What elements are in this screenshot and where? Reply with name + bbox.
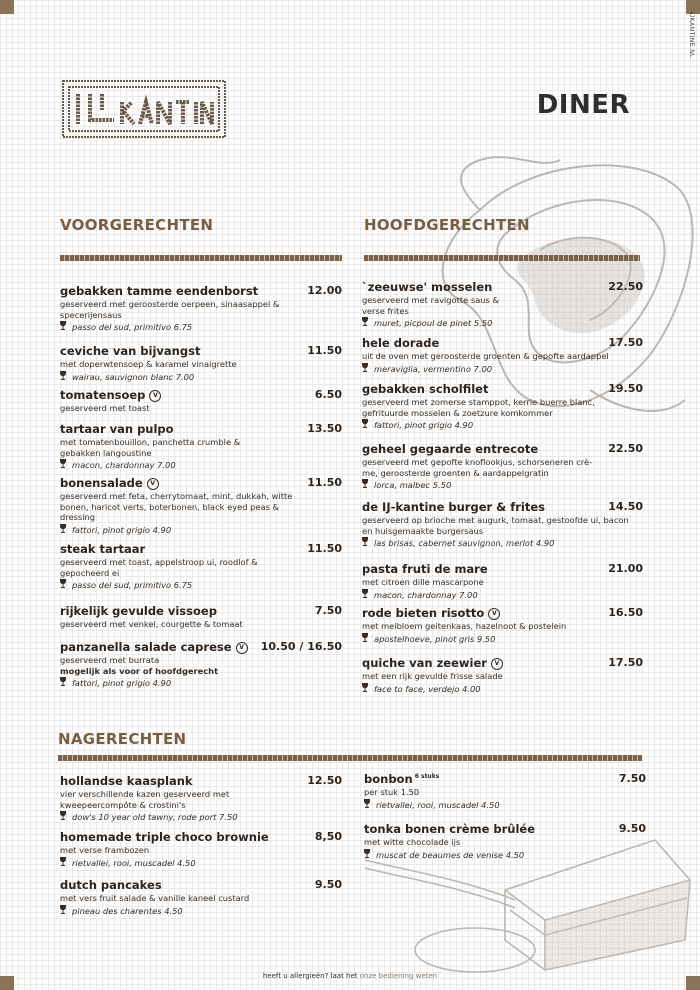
dish-description: met citroen dille mascarpone: [362, 577, 484, 587]
wine-pairing: [60, 579, 342, 590]
dish-name-text: steak tartaar: [60, 542, 146, 556]
wine-pairing-text: face to face, verdejo 4.00: [374, 683, 481, 694]
wine-pairing: [362, 479, 643, 490]
wine-glass-icon: [60, 677, 68, 688]
menu-item: [60, 388, 342, 414]
wine-pairing-text: fattori, pinot grigio 4.90: [72, 678, 172, 688]
dish-name: [60, 422, 342, 436]
wine-pairing: [364, 849, 646, 860]
menu-item: [362, 382, 643, 430]
wine-glass-icon: [362, 479, 370, 490]
wine-pairing: [60, 321, 342, 332]
wine-pairing-text: pineau des charentes 4.50: [72, 905, 183, 916]
dish-name: [362, 336, 643, 350]
menu-item: [60, 640, 342, 688]
wine-pairing-text: rietvallei, rooi, muscadel 4.50: [72, 857, 196, 868]
wine-glass-icon: [362, 363, 370, 374]
dish-description: met meibloem geitenkaas, hazelnoot & postelein: [362, 621, 567, 631]
dish-name-text: panzanella salade caprese: [60, 640, 232, 654]
wine-pairing: [60, 524, 342, 535]
dish-price: 9.50: [618, 822, 646, 835]
wine-pairing-text: las brisas, cabernet sauvignon, merlot 4.90: [374, 538, 555, 548]
wine-glass-icon: [60, 905, 68, 916]
corner-mark-top-left: [0, 0, 14, 14]
dish-name: [362, 442, 643, 456]
wine-pairing: [60, 857, 342, 868]
wine-pairing-text: wairau, sauvignon blanc 7.00: [72, 371, 195, 382]
menu-item: [60, 830, 342, 868]
dish-description: met tomatenbouillon, panchetta crumble &: [60, 437, 241, 447]
allergy-footer: [0, 972, 700, 980]
vegan-v-icon: V: [488, 608, 500, 620]
wine-glass-icon: [60, 371, 68, 382]
wine-pairing: [362, 589, 643, 600]
wine-glass-icon: [362, 589, 370, 600]
dish-name: [60, 476, 342, 490]
page-title: DINER: [536, 90, 630, 120]
wine-pairing: [362, 537, 643, 548]
menu-item: [60, 542, 342, 590]
menu-item: [362, 336, 643, 374]
dish-description: geserveerd met zomerse stamppot, kerrie buerre blanc,: [362, 397, 595, 407]
dish-price: 16.50: [608, 606, 643, 619]
wine-pairing: [60, 677, 342, 688]
dish-price: 12.50: [307, 774, 342, 787]
dish-description: geserveerd met geroosterde oerpeen, sinaasappel &: [60, 299, 280, 309]
wine-glass-icon: [60, 857, 68, 868]
footer-bold-text: heeft u allergieën? laat het: [262, 972, 358, 980]
dish-price: 6.50: [314, 388, 342, 401]
dish-description: met vers fruit salade & vanille kaneel custard: [60, 893, 250, 903]
dish-description: bonen, haricot verts, boterbonen, black eyed peas &: [60, 501, 280, 512]
dish-name-text: geheel gegaarde entrecote: [362, 442, 539, 456]
menu-item: [60, 774, 342, 822]
dish-name-text: de IJ-kantine burger & frites: [362, 500, 545, 514]
dish-name: [60, 774, 342, 788]
dish-description: met witte chocolade ijs: [364, 837, 461, 847]
dish-price: 21.00: [608, 562, 643, 575]
dish-price: 14.50: [608, 500, 643, 513]
wine-glass-icon: [60, 321, 68, 332]
dish-name: [362, 656, 643, 670]
wine-glass-icon: [362, 683, 370, 694]
wine-pairing-text: fattori, pinot grigio 4.90: [374, 420, 474, 430]
menu-item: [362, 656, 643, 694]
wine-pairing: [60, 811, 342, 822]
dish-name: [60, 344, 342, 358]
menu-item: [364, 772, 646, 810]
wine-pairing: [362, 633, 643, 644]
dish-name-text: pasta fruti de mare: [362, 562, 488, 576]
dish-description: me, geroosterde groenten & aardappelgratin: [362, 467, 549, 478]
menu-item: [60, 344, 342, 382]
wine-pairing: [60, 371, 342, 382]
dish-name-text: `zeeuwse' mosselen: [362, 280, 493, 294]
dish-name: [60, 878, 342, 892]
dish-name-text: tomatensoep: [60, 388, 146, 402]
dish-price: 8,50: [314, 830, 342, 843]
vegan-v-icon: V: [491, 658, 503, 670]
dish-description: per stuk 1.50: [364, 787, 420, 797]
dish-name-text: dutch pancakes: [60, 878, 162, 892]
dish-name: [362, 606, 643, 620]
wine-pairing-text: fattori, pinot grigio 4.90: [72, 524, 172, 535]
dish-price: 11.50: [307, 476, 342, 489]
wine-pairing-text: muscat de beaumes de venise 4.50: [376, 849, 525, 860]
dish-name-text: bonensalade: [60, 476, 143, 490]
dish-price: 13.50: [307, 422, 342, 435]
dish-description: geserveerd met gepofte knoflookjus, schorseneren crè-: [362, 457, 593, 467]
wine-pairing-text: macon, chardonnay 7.00: [72, 460, 176, 470]
menu-item: [362, 562, 643, 600]
dish-description: uit de oven met geroosterde groenten & gepofte aardappel: [362, 351, 609, 361]
wine-glass-icon: [362, 317, 370, 328]
wine-pairing: [362, 363, 643, 374]
dish-description: geserveerd met ravigotte saus &: [362, 295, 499, 305]
dish-description: gefrituurde mosselen & zoetzure komkommer: [362, 407, 553, 418]
dish-description: met een rijk gevulde frisse salade: [362, 671, 503, 681]
wine-pairing-text: rietvallei, rooi, muscadel 4.50: [376, 799, 500, 810]
menu-item: [362, 606, 643, 644]
dish-description: geserveerd met venkel, courgette & tomaat: [60, 619, 243, 629]
wine-pairing-text: passo del sud, primitivo 6.75: [72, 322, 193, 332]
section-title-voorgerechten: VOORGERECHTEN: [60, 216, 214, 234]
wine-glass-icon: [364, 799, 372, 810]
dish-name: [362, 280, 643, 294]
section-divider-bar: [364, 255, 640, 261]
wine-glass-icon: [364, 849, 372, 860]
dish-name: [362, 500, 643, 514]
dish-description: gebakken langoustine: [60, 447, 152, 458]
wine-pairing-text: apostelhoeve, pinot gris 9.50: [374, 633, 496, 644]
vegan-v-icon: V: [149, 390, 161, 402]
footer-light-text: onze bediening weten: [359, 972, 438, 980]
site-url: IJKANTINE.NL: [688, 12, 694, 59]
dish-price: 11.50: [307, 344, 342, 357]
dish-description-note: mogelijk als voor of hoofdgerecht: [60, 665, 219, 676]
dish-name: [362, 382, 643, 396]
wine-pairing: [60, 905, 342, 916]
dish-description: verse frites: [362, 305, 409, 316]
wine-pairing-text: muret, picpoul de pinet 5.50: [374, 318, 493, 328]
dish-price: 12.00: [307, 284, 342, 297]
wine-pairing-text: lorca, malbec 5.50: [374, 480, 452, 490]
dish-name-text: rijkelijk gevulde vissoep: [60, 604, 217, 618]
dish-price: 19.50: [608, 382, 643, 395]
wine-pairing-text: passo del sud, primitivo 6.75: [72, 580, 193, 590]
dish-description: specerijensaus: [60, 309, 122, 320]
dish-price: 17.50: [608, 656, 643, 669]
dish-description: en huisgemaakte burgersaus: [362, 525, 484, 536]
section-divider-bar: [58, 755, 642, 761]
menu-item: [362, 442, 643, 490]
section-title-nagerechten: NAGERECHTEN: [58, 730, 187, 748]
dish-name: [60, 284, 342, 298]
dish-name-text: homemade triple choco brownie: [60, 830, 269, 844]
section-divider-bar: [60, 255, 342, 261]
dish-name-text: bonbon: [364, 772, 413, 786]
dish-price: 7.50: [314, 604, 342, 617]
wine-glass-icon: [60, 579, 68, 590]
dish-price: 22.50: [608, 280, 643, 293]
wine-glass-icon: [60, 811, 68, 822]
dish-description: vier verschillende kazen geserveerd met: [60, 789, 230, 799]
dish-name: [362, 562, 643, 576]
menu-item: [362, 500, 643, 548]
dish-description: geserveerd met toast: [60, 403, 150, 413]
dish-name-text: ceviche van bijvangst: [60, 344, 201, 358]
wine-glass-icon: [362, 633, 370, 644]
dish-name: [60, 604, 342, 618]
wine-pairing-text: macon, chardonnay 7.00: [374, 589, 478, 600]
menu-item: [60, 422, 342, 470]
menu-item: [362, 280, 643, 328]
dish-price: 17.50: [608, 336, 643, 349]
dish-description: kweepeercompôte & crostini's: [60, 799, 186, 810]
dish-description: dressing: [60, 512, 96, 522]
wine-glass-icon: [362, 419, 370, 430]
wine-pairing: [362, 683, 643, 694]
dish-description: geserveerd met feta, cherrytomaat, mint, dukkah, witte: [60, 491, 293, 501]
dish-name-text: gebakken tamme eendenborst: [60, 284, 259, 298]
dish-name-text: hele dorade: [362, 336, 440, 350]
menu-item: [364, 822, 646, 860]
dish-description: geserveerd op brioche met augurk, tomaat, gestoofde ui, bacon: [362, 515, 629, 525]
dish-price: 22.50: [608, 442, 643, 455]
dish-description: geserveerd met toast, appelstroop ui, roodlof &: [60, 557, 258, 567]
wine-pairing: [364, 799, 646, 810]
menu-item: [60, 878, 342, 916]
dish-name-text: quiche van zeewier: [362, 656, 487, 670]
wine-pairing-text: dow's 10 year old tawny, rode port 7.50: [72, 812, 238, 822]
menu-item: [60, 476, 342, 535]
section-title-hoofdgerechten: HOOFDGERECHTEN: [364, 216, 530, 234]
dish-description: geserveerd met burrata: [60, 655, 160, 665]
dish-name: [60, 830, 342, 844]
vegan-v-icon: V: [236, 642, 248, 654]
menu-item: [60, 604, 342, 630]
dish-price: 7.50: [618, 772, 646, 785]
dish-portion-note: 6 stuks: [412, 773, 440, 780]
dish-name: [60, 542, 342, 556]
dish-name: [364, 822, 646, 836]
menu-item: [60, 284, 342, 332]
dish-description: met verse frambozen: [60, 845, 150, 855]
ij-kantine-logo: [62, 80, 226, 138]
wine-glass-icon: [362, 537, 370, 548]
dish-description: met doperwtensoep & karamel vinaigrette: [60, 359, 237, 369]
wine-pairing: [362, 419, 643, 430]
wine-glass-icon: [60, 524, 68, 535]
wine-pairing: [60, 459, 342, 470]
dish-price: 11.50: [307, 542, 342, 555]
dish-name-text: tonka bonen crème brûlée: [364, 822, 536, 836]
dish-name: [364, 772, 646, 786]
dish-price: 10.50 / 16.50: [260, 640, 342, 653]
dish-name-text: rode bieten risotto: [362, 606, 485, 620]
dish-price: 9.50: [314, 878, 342, 891]
dish-name-text: tartaar van pulpo: [60, 422, 174, 436]
dish-description: gepocheerd ei: [60, 567, 120, 578]
dish-name-text: gebakken scholfilet: [362, 382, 489, 396]
dish-name: [60, 388, 342, 402]
wine-pairing-text: meraviglia, vermentino 7.00: [374, 363, 493, 374]
wine-glass-icon: [60, 459, 68, 470]
vegan-v-icon: V: [147, 478, 159, 490]
wine-pairing: [362, 317, 643, 328]
dish-name-text: hollandse kaasplank: [60, 774, 193, 788]
